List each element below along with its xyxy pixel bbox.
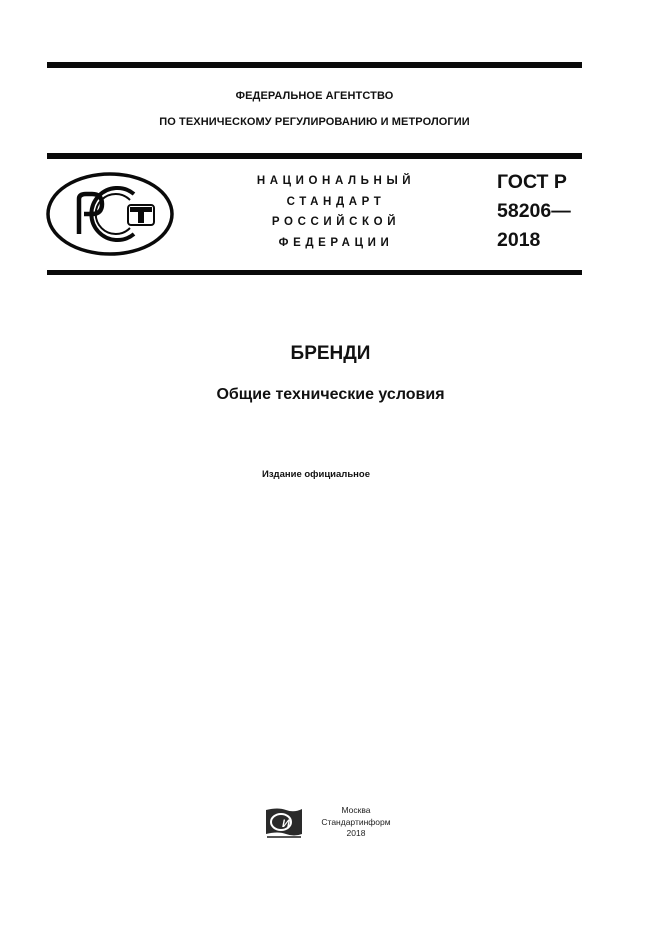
national-standard-line: ФЕДЕРАЦИИ xyxy=(278,236,394,249)
national-standard-label xyxy=(248,171,424,253)
designation-line: 58206— xyxy=(497,200,571,222)
national-standard-line: РОССИЙСКОЙ xyxy=(271,216,401,228)
bottom-rule xyxy=(47,270,582,275)
edition-label: Издание официальное xyxy=(262,469,370,480)
rst-certification-mark-icon xyxy=(46,172,174,256)
publisher-name: Стандартинформ xyxy=(321,816,391,827)
standartinform-logo-icon xyxy=(264,806,306,840)
national-standard-line: СТАНДАРТ xyxy=(286,195,386,208)
publisher-city: Москва xyxy=(341,805,371,815)
publication-year: 2018 xyxy=(346,828,366,838)
middle-rule xyxy=(47,153,582,159)
national-standard-line: НАЦИОНАЛЬНЫЙ xyxy=(256,175,416,187)
designation-line: 2018 xyxy=(497,229,541,251)
agency-line-2: ПО ТЕХНИЧЕСКОМУ РЕГУЛИРОВАНИЮ И МЕТРОЛОГИИ xyxy=(159,116,470,128)
document-subtitle: Общие технические условия xyxy=(216,386,445,403)
designation-line: ГОСТ Р xyxy=(497,171,567,193)
agency-line-1: ФЕДЕРАЛЬНОЕ АГЕНТСТВО xyxy=(235,90,394,102)
svg-text:И: И xyxy=(282,818,290,830)
document-title: БРЕНДИ xyxy=(290,343,371,364)
publisher-info xyxy=(306,805,406,840)
standard-designation xyxy=(497,168,571,255)
top-rule xyxy=(47,62,582,68)
